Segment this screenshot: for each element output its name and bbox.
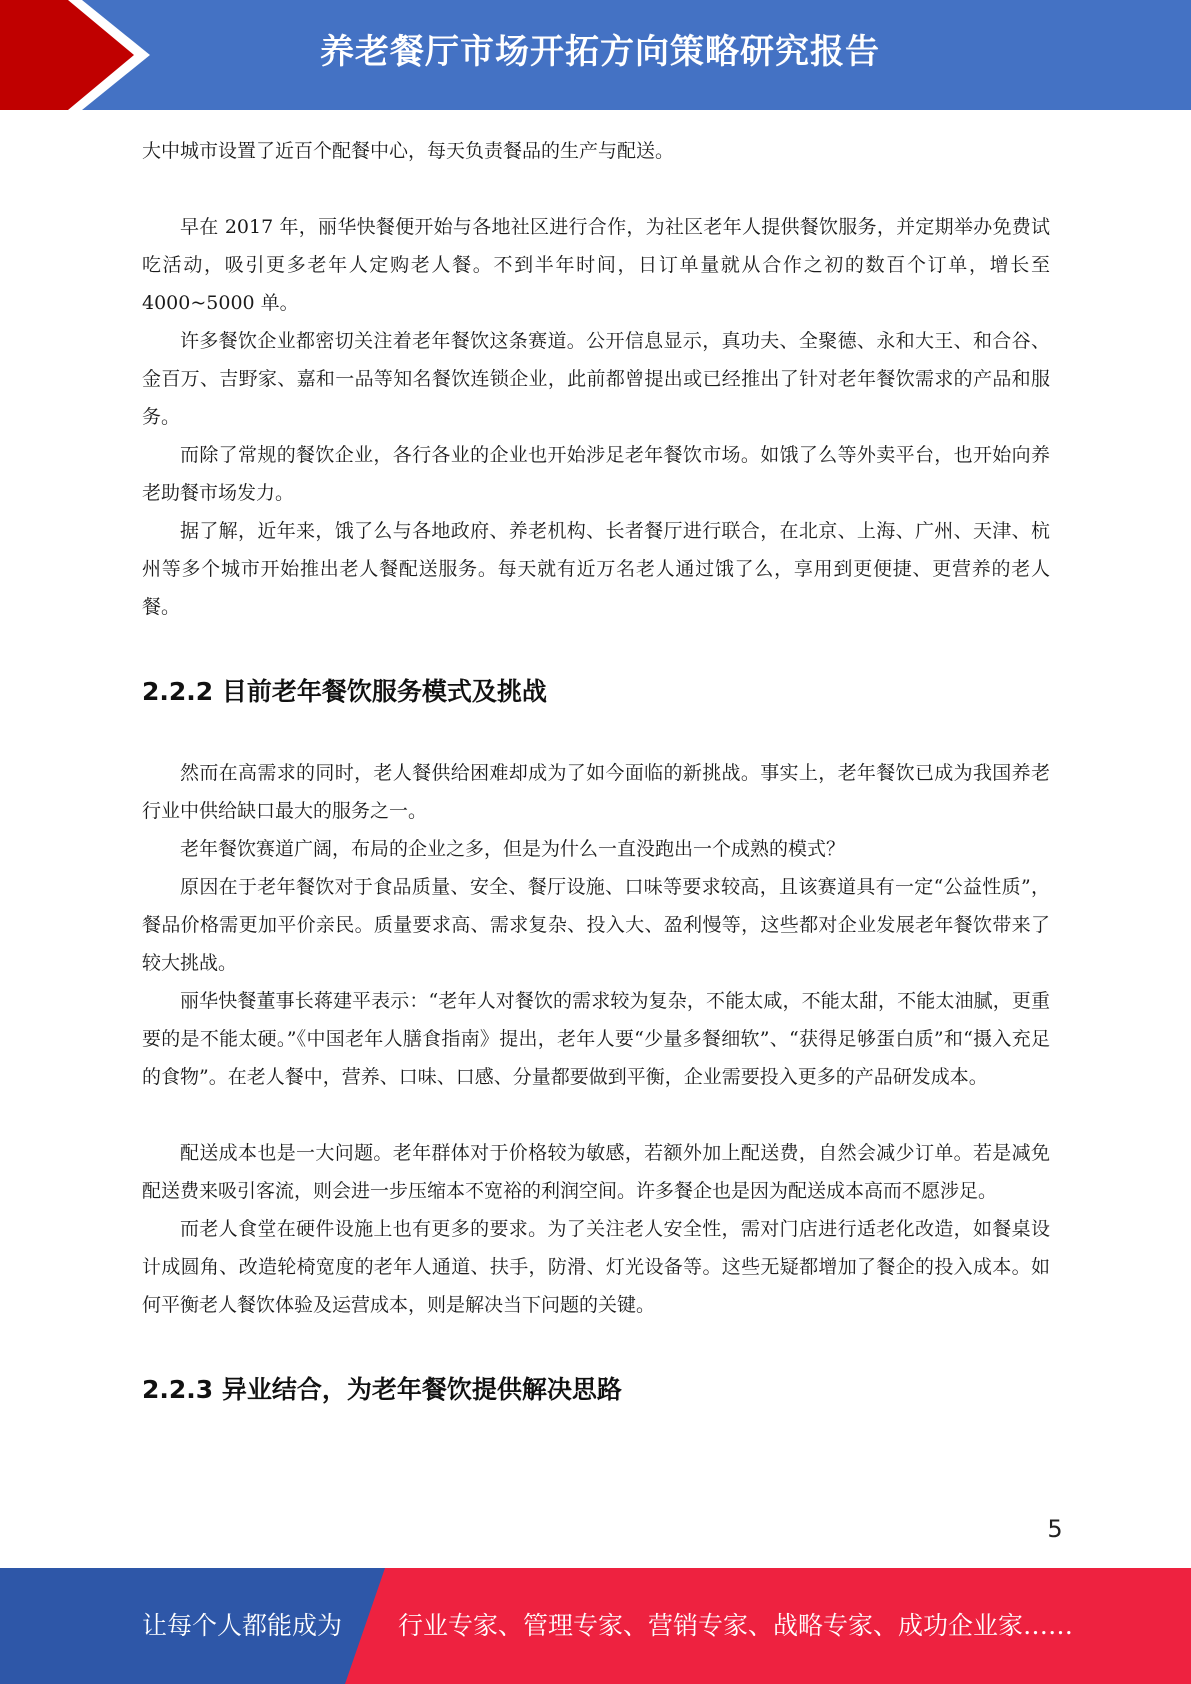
paragraph: 许多餐饮企业都密切关注着老年餐饮这条赛道。公开信息显示，真功夫、全聚德、永和大王、和合谷、金百万、吉野家、嘉和一品等知名餐饮连锁企业，此前都曾提出或已经推出了针对老年餐饮需求的产品和服务。 xyxy=(142,330,1050,428)
section-heading-2-2-3: 2.2.3 异业结合，为老年餐饮提供解决思路 xyxy=(142,1375,622,1404)
paragraph: 配送成本也是一大问题。老年群体对于价格较为敏感，若额外加上配送费，自然会减少订单。若是减免配送费来吸引客流，则会进一步压缩本不宽裕的利润空间。许多餐企也是因为配送成本高而不愿涉足。 xyxy=(142,1142,1050,1202)
header-banner xyxy=(0,0,1191,110)
document-body xyxy=(142,132,1050,1412)
paragraph: 早在 2017 年，丽华快餐便开始与各地社区进行合作，为社区老年人提供餐饮服务，并定期举办免费试吃活动，吸引更多老年人定购老人餐。不到半年时间，日订单量就从合作之初的数百个订单，增长至 4000~5000 单。 xyxy=(142,216,1050,314)
report-title: 养老餐厅市场开拓方向策略研究报告 xyxy=(320,32,880,72)
header-chevron-arrow xyxy=(0,0,134,110)
paragraph: 丽华快餐董事长蒋建平表示：“老年人对餐饮的需求较为复杂，不能太咸，不能太甜，不能太油腻，更重要的是不能太硬。”《中国老年人膳食指南》提出，老年人要“少量多餐细软”、“获得足够蛋白质”和“摄入充足的食物”。在老人餐中，营养、口味、口感、分量都要做到平衡，企业需要投入更多的产品研发成本。 xyxy=(142,990,1050,1088)
page-number: 5 xyxy=(1047,1515,1063,1543)
paragraph: 然而在高需求的同时，老人餐供给困难却成为了如今面临的新挑战。事实上，老年餐饮已成为我国养老行业中供给缺口最大的服务之一。 xyxy=(142,762,1050,822)
footer-slogan-right: 行业专家、管理专家、营销专家、战略专家、成功企业家…… xyxy=(398,1611,1074,1640)
paragraph: 大中城市设置了近百个配餐中心，每天负责餐品的生产与配送。 xyxy=(142,140,675,162)
footer-banner xyxy=(0,1568,1191,1684)
paragraph: 原因在于老年餐饮对于食品质量、安全、餐厅设施、口味等要求较高，且该赛道具有一定“公益性质”，餐品价格需更加平价亲民。质量要求高、需求复杂、投入大、盈利慢等，这些都对企业发展老年餐饮带来了较大挑战。 xyxy=(142,876,1050,974)
paragraph: 老年餐饮赛道广阔，布局的企业之多，但是为什么一直没跑出一个成熟的模式？ xyxy=(180,838,846,860)
paragraph: 而老人食堂在硬件设施上也有更多的要求。为了关注老人安全性，需对门店进行适老化改造，如餐桌设计成圆角、改造轮椅宽度的老年人通道、扶手，防滑、灯光设备等。这些无疑都增加了餐企的投入成本。如何平衡老人餐饮体验及运营成本，则是解决当下问题的关键。 xyxy=(142,1218,1050,1316)
footer-slogan-left: 让每个人都能成为 xyxy=(142,1611,343,1640)
paragraph: 而除了常规的餐饮企业，各行各业的企业也开始涉足老年餐饮市场。如饿了么等外卖平台，也开始向养老助餐市场发力。 xyxy=(142,444,1050,504)
section-heading-2-2-2: 2.2.2 目前老年餐饮服务模式及挑战 xyxy=(142,677,547,706)
paragraph: 据了解，近年来，饿了么与各地政府、养老机构、长者餐厅进行联合，在北京、上海、广州、天津、杭州等多个城市开始推出老人餐配送服务。每天就有近万名老人通过饿了么，享用到更便捷、更营养的老人餐。 xyxy=(142,520,1050,618)
